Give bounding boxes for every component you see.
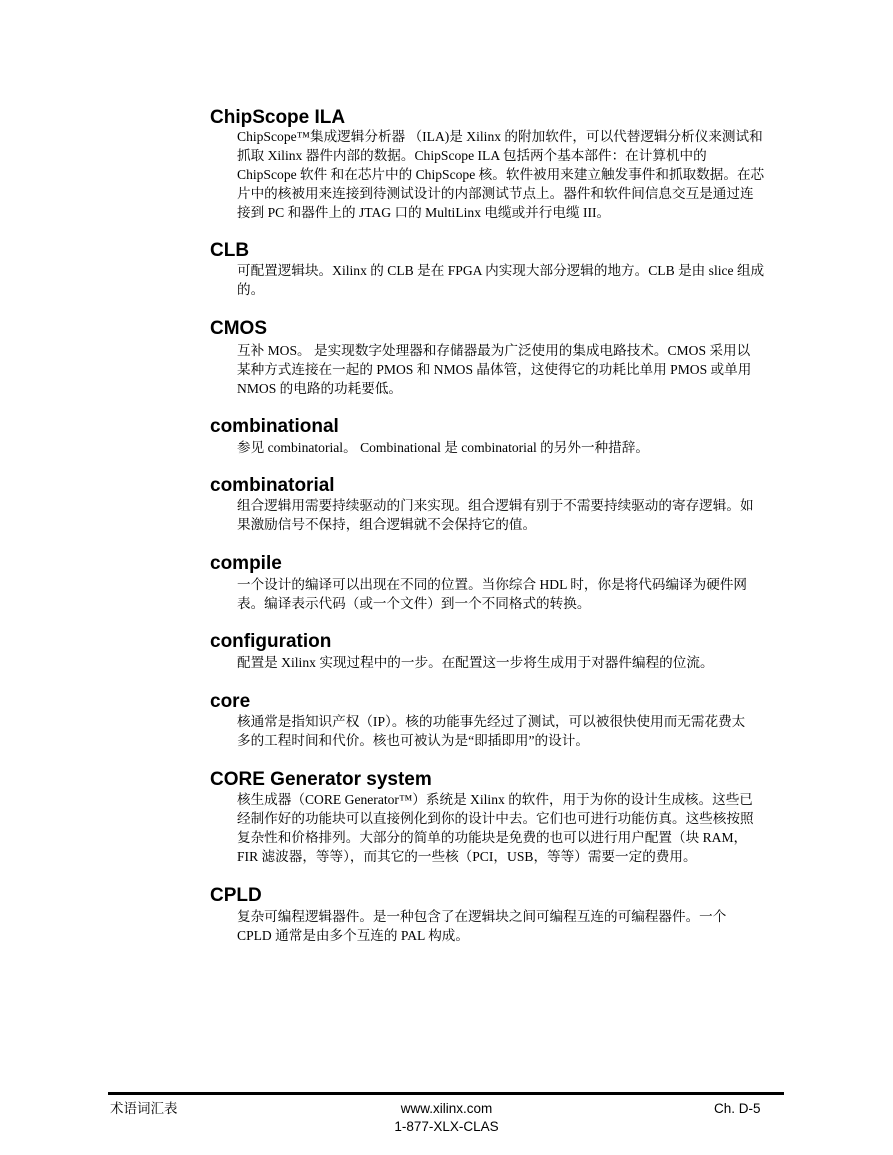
entry-definition-line: 片中的核被用来连接到待测试设计的内部测试节点上。器件和软件间信息交互是通过连 xyxy=(237,186,754,201)
entry-term: compile xyxy=(210,553,282,574)
footer-rule xyxy=(108,1092,784,1095)
entry-definition-line: ChipScope 软件 和在芯片中的 ChipScope 核。软件被用来建立触发事件和抓取数据。在芯 xyxy=(237,167,765,182)
entry-term: CPLD xyxy=(210,885,262,906)
entry-definition-line: 配置是 Xilinx 实现过程中的一步。在配置这一步将生成用于对器件编程的位流。 xyxy=(237,655,714,670)
entry-definition-line: FIR 滤波器，等等），而其它的一些核（PCI，USB，等等）需要一定的费用。 xyxy=(237,849,697,864)
entry-term: combinational xyxy=(210,416,339,437)
entry-definition-line: 参见 combinatorial。 Combinational 是 combinatorial 的另外一种措辞。 xyxy=(237,440,649,455)
entry-term: ChipScope ILA xyxy=(210,107,346,128)
entry-definition-line: 一个设计的编译可以出现在不同的位置。当你综合 HDL 时，你是将代码编译为硬件网 xyxy=(237,577,748,592)
entry-term: configuration xyxy=(210,631,332,652)
entry-definition-line: 互补 MOS。 是实现数字处理器和存储器最为广泛使用的集成电路技术。CMOS 采用以 xyxy=(237,343,751,358)
entry-definition-line: 核生成器（CORE Generator™）系统是 Xilinx 的软件，用于为你的设计生成核。这些已 xyxy=(237,792,753,807)
footer-section-title: 术语词汇表 xyxy=(110,1101,178,1116)
entry-definition-line: 可配置逻辑块。Xilinx 的 CLB 是在 FPGA 内实现大部分逻辑的地方。CLB 是由 slice 组成 xyxy=(237,263,765,278)
entry-definition-line: ChipScope™集成逻辑分析器 （ILA)是 Xilinx 的附加软件，可以代替逻辑分析仪来测试和 xyxy=(237,129,763,144)
entry-definition-line: NMOS 的电路的功耗要低。 xyxy=(237,381,403,396)
footer-url-link[interactable]: www.xilinx.com xyxy=(400,1101,493,1116)
entry-definition-line: 抓取 Xilinx 器件内部的数据。ChipScope ILA 包括两个基本部件：在计算机中的 xyxy=(237,148,707,163)
entry-term: core xyxy=(210,691,251,712)
entry-term: CLB xyxy=(210,240,250,261)
entry-definition-line: 表。编译表示代码（或一个文件）到一个不同格式的转换。 xyxy=(237,596,591,611)
entry-term: combinatorial xyxy=(210,475,335,496)
entry-definition-line: 复杂可编程逻辑器件。是一种包含了在逻辑块之间可编程互连的可编程器件。一个 xyxy=(237,909,727,924)
entry-term: CMOS xyxy=(210,318,267,339)
entry-definition-line: 某种方式连接在一起的 PMOS 和 NMOS 晶体管，这使得它的功耗比单用 PMOS 或单用 xyxy=(237,362,752,377)
entry-definition-line: 的。 xyxy=(237,282,265,297)
entry-definition-line: 果激励信号不保持，组合逻辑就不会保持它的值。 xyxy=(237,517,537,532)
entry-definition-line: 核通常是指知识产权（IP）。核的功能事先经过了测试，可以被很快使用而无需花费太 xyxy=(237,714,746,729)
entry-term: CORE Generator system xyxy=(210,769,432,790)
footer-page-number: Ch. D-5 xyxy=(714,1101,761,1116)
entry-definition-line: 复杂性和价格排列。大部分的简单的功能块是免费的也可以进行用户配置（块 RAM， xyxy=(237,830,748,845)
entry-definition-line: 经制作好的功能块可以直接例化到你的设计中去。它们也可进行功能仿真。这些核按照 xyxy=(237,811,754,826)
entry-definition-line: 多的工程时间和代价。核也可被认为是“即插即用”的设计。 xyxy=(237,733,589,748)
footer-phone: 1-877-XLX-CLAS xyxy=(394,1119,499,1134)
entry-definition-line: CPLD 通常是由多个互连的 PAL 构成。 xyxy=(237,928,469,943)
entry-definition-line: 组合逻辑用需要持续驱动的门来实现。组合逻辑有别于不需要持续驱动的寄存逻辑。如 xyxy=(237,498,754,513)
entry-definition-line: 接到 PC 和器件上的 JTAG 口的 MultiLinx 电缆或并行电缆 III。 xyxy=(237,205,611,220)
